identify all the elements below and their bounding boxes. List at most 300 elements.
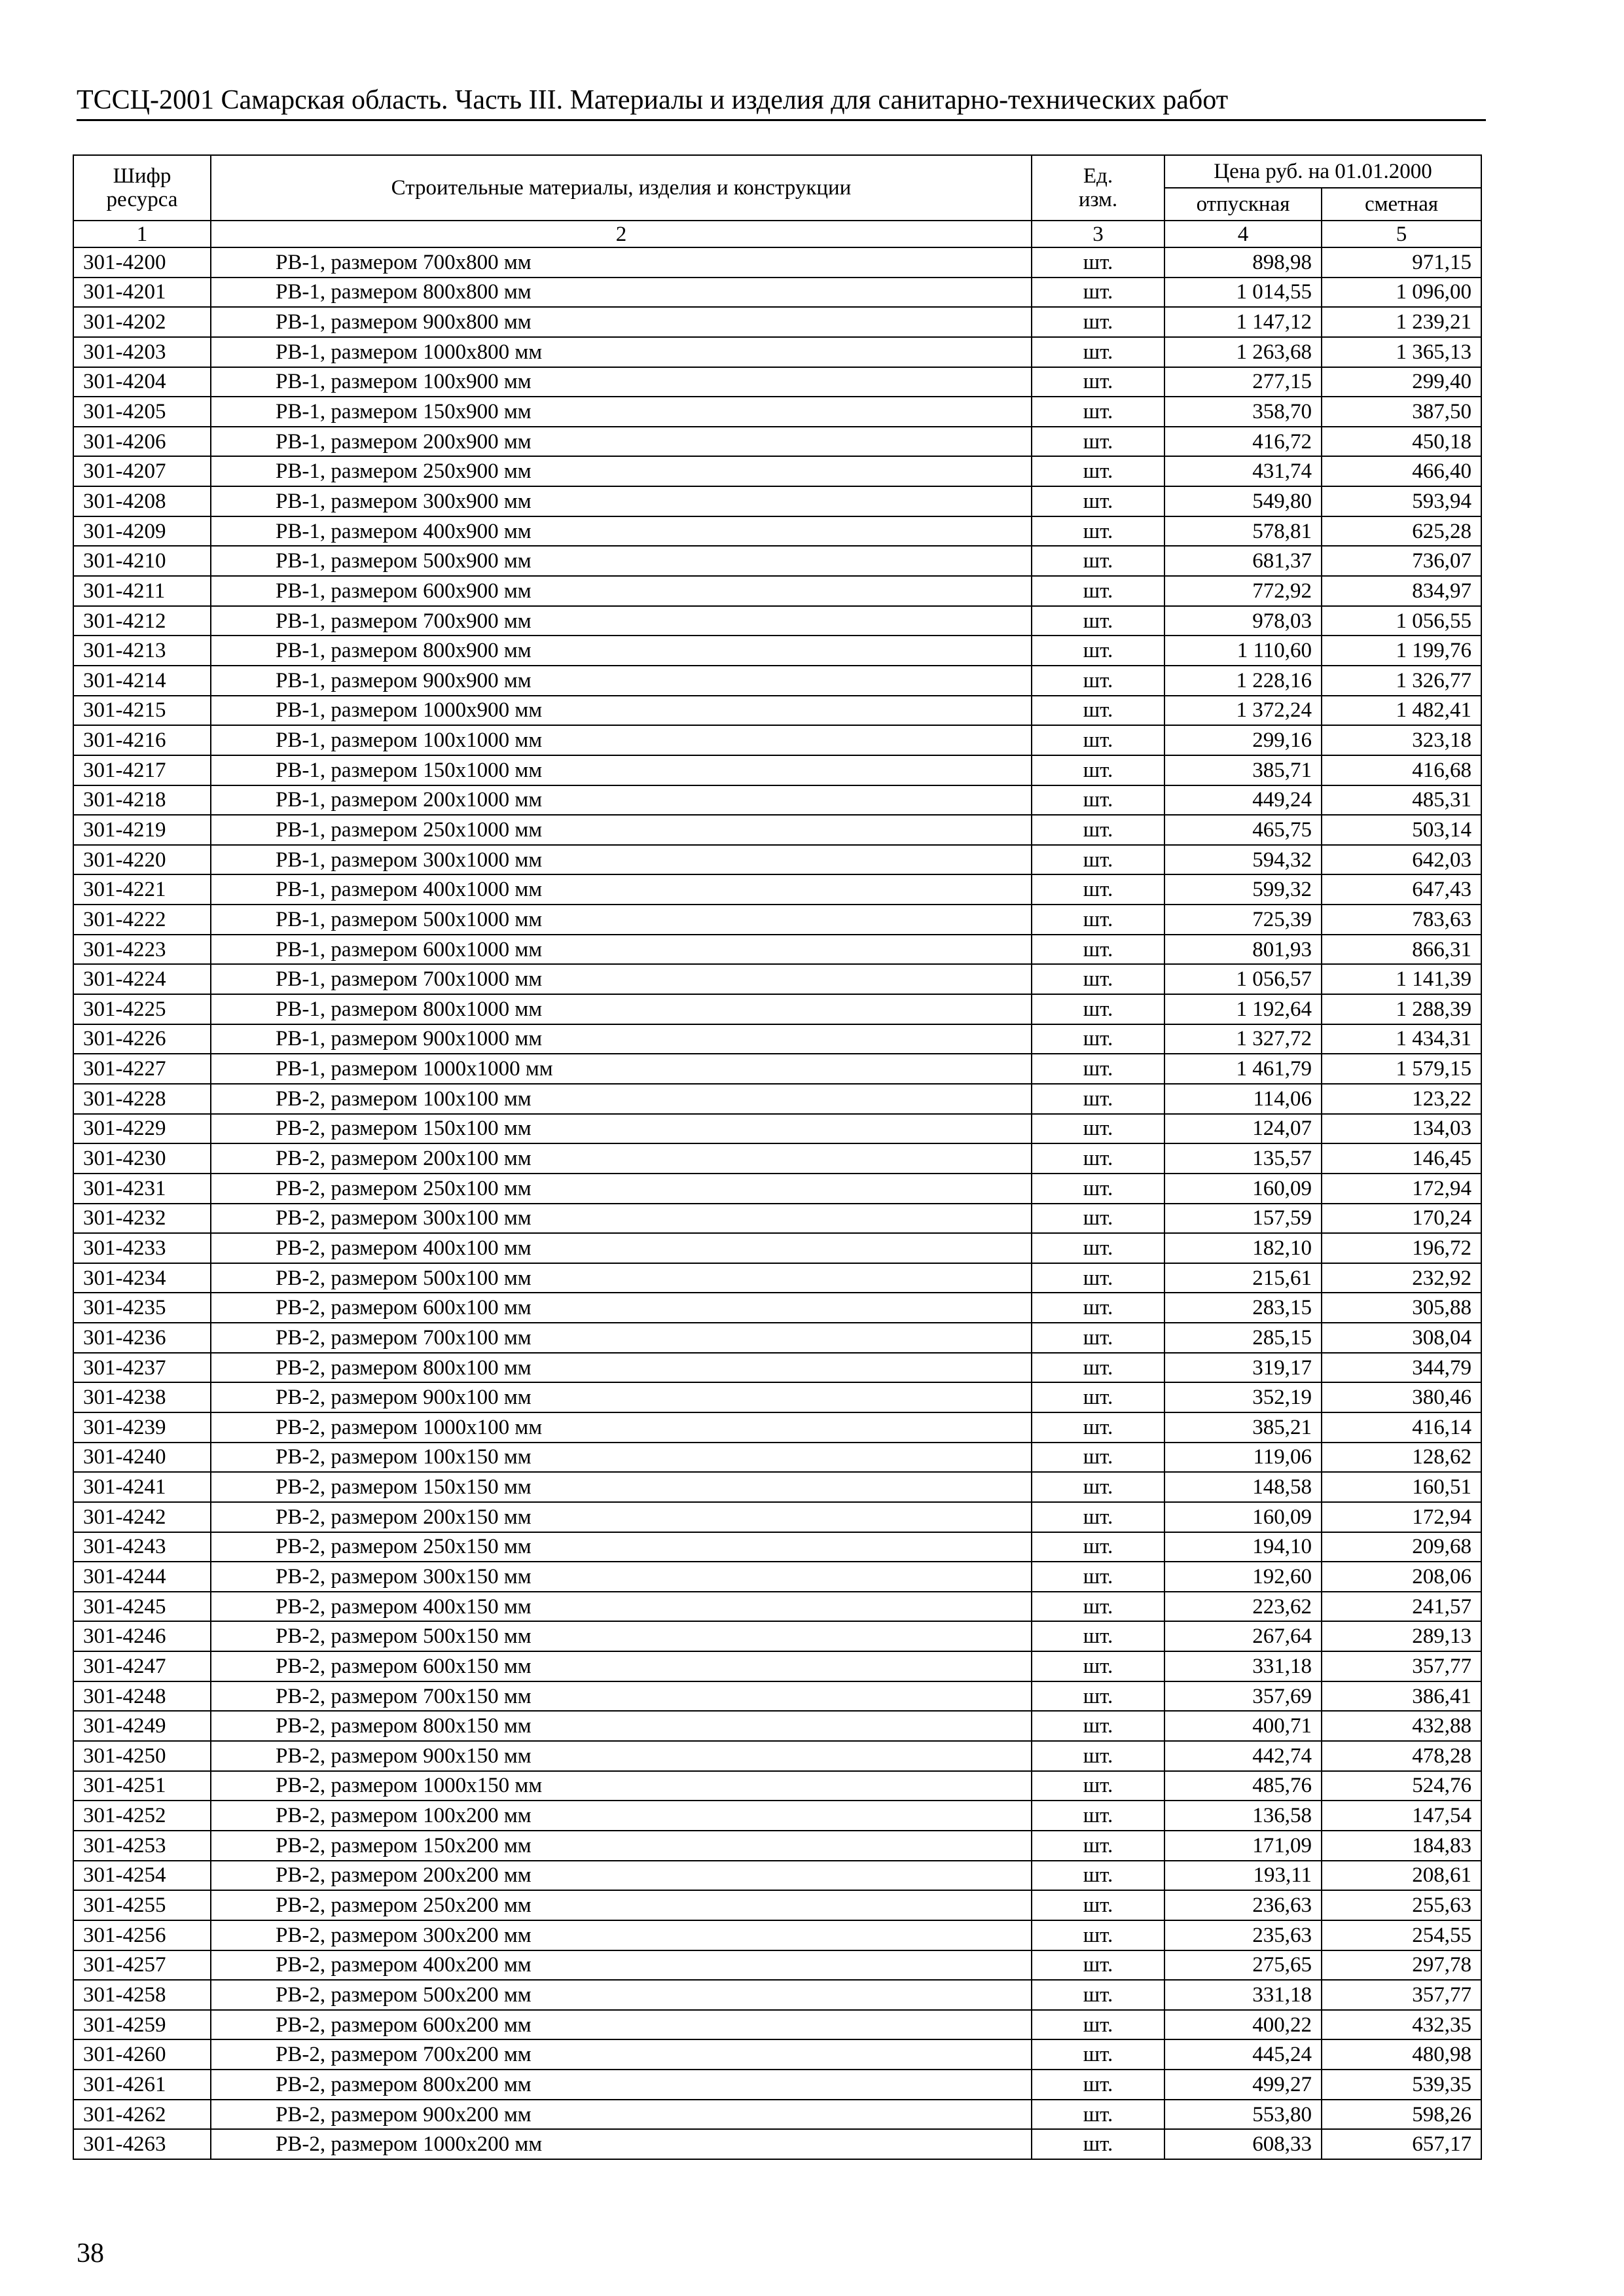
cell-name: РВ-2, размером 800х150 мм bbox=[211, 1711, 1032, 1741]
cell-release-price: 499,27 bbox=[1164, 2070, 1322, 2100]
cell-estimate-price: 625,28 bbox=[1322, 516, 1481, 547]
cell-release-price: 1 327,72 bbox=[1164, 1024, 1322, 1054]
cell-name: РВ-2, размером 400х150 мм bbox=[211, 1592, 1032, 1622]
cell-release-price: 608,33 bbox=[1164, 2129, 1322, 2159]
cell-code: 301-4249 bbox=[73, 1711, 211, 1741]
cell-estimate-price: 524,76 bbox=[1322, 1771, 1481, 1801]
cell-release-price: 124,07 bbox=[1164, 1114, 1322, 1144]
cell-name: РВ-1, размером 500х1000 мм bbox=[211, 905, 1032, 935]
cell-code: 301-4200 bbox=[73, 247, 211, 278]
cell-release-price: 119,06 bbox=[1164, 1443, 1322, 1473]
table-row bbox=[73, 636, 1481, 666]
cell-estimate-price: 323,18 bbox=[1322, 725, 1481, 755]
cell-release-price: 283,15 bbox=[1164, 1293, 1322, 1323]
cell-name: РВ-1, размером 1000х1000 мм bbox=[211, 1054, 1032, 1084]
table-row bbox=[73, 964, 1481, 994]
cell-unit: шт. bbox=[1032, 696, 1164, 726]
cell-unit: шт. bbox=[1032, 2100, 1164, 2130]
cell-name: РВ-1, размером 800х1000 мм bbox=[211, 994, 1032, 1024]
cell-code: 301-4253 bbox=[73, 1831, 211, 1861]
cell-estimate-price: 834,97 bbox=[1322, 576, 1481, 606]
table-row bbox=[73, 1233, 1481, 1263]
table-row bbox=[73, 486, 1481, 516]
cell-unit: шт. bbox=[1032, 1412, 1164, 1443]
cell-unit: шт. bbox=[1032, 845, 1164, 875]
cell-release-price: 358,70 bbox=[1164, 397, 1322, 427]
cell-release-price: 898,98 bbox=[1164, 247, 1322, 278]
cell-release-price: 772,92 bbox=[1164, 576, 1322, 606]
cell-estimate-price: 344,79 bbox=[1322, 1353, 1481, 1383]
cell-code: 301-4260 bbox=[73, 2039, 211, 2070]
cell-code: 301-4246 bbox=[73, 1621, 211, 1651]
cell-unit: шт. bbox=[1032, 755, 1164, 785]
table-row bbox=[73, 1831, 1481, 1861]
cell-name: РВ-2, размером 700х150 мм bbox=[211, 1681, 1032, 1712]
cell-code: 301-4239 bbox=[73, 1412, 211, 1443]
table-row bbox=[73, 1741, 1481, 1771]
cell-estimate-price: 480,98 bbox=[1322, 2039, 1481, 2070]
cell-unit: шт. bbox=[1032, 456, 1164, 486]
cell-estimate-price: 593,94 bbox=[1322, 486, 1481, 516]
cell-unit: шт. bbox=[1032, 1801, 1164, 1831]
cell-code: 301-4252 bbox=[73, 1801, 211, 1831]
cell-release-price: 1 056,57 bbox=[1164, 964, 1322, 994]
column-number: 5 bbox=[1322, 221, 1481, 247]
table-row bbox=[73, 1801, 1481, 1831]
table-row bbox=[73, 1472, 1481, 1502]
table-row bbox=[73, 456, 1481, 486]
cell-unit: шт. bbox=[1032, 1143, 1164, 1174]
cell-code: 301-4261 bbox=[73, 2070, 211, 2100]
table-row bbox=[73, 1114, 1481, 1144]
page-number: 38 bbox=[77, 2238, 104, 2269]
cell-estimate-price: 1 199,76 bbox=[1322, 636, 1481, 666]
cell-code: 301-4208 bbox=[73, 486, 211, 516]
cell-estimate-price: 170,24 bbox=[1322, 1204, 1481, 1234]
cell-code: 301-4250 bbox=[73, 1741, 211, 1771]
cell-estimate-price: 478,28 bbox=[1322, 1741, 1481, 1771]
table-row bbox=[73, 1890, 1481, 1920]
cell-name: РВ-2, размером 600х150 мм bbox=[211, 1651, 1032, 1681]
cell-unit: шт. bbox=[1032, 1890, 1164, 1920]
cell-code: 301-4248 bbox=[73, 1681, 211, 1712]
cell-unit: шт. bbox=[1032, 278, 1164, 308]
cell-estimate-price: 123,22 bbox=[1322, 1084, 1481, 1114]
cell-estimate-price: 1 434,31 bbox=[1322, 1024, 1481, 1054]
cell-estimate-price: 450,18 bbox=[1322, 427, 1481, 457]
table-row bbox=[73, 247, 1481, 278]
cell-name: РВ-2, размером 200х150 мм bbox=[211, 1502, 1032, 1532]
cell-name: РВ-1, размером 600х900 мм bbox=[211, 576, 1032, 606]
cell-release-price: 352,19 bbox=[1164, 1382, 1322, 1412]
cell-unit: шт. bbox=[1032, 1920, 1164, 1950]
cell-release-price: 400,71 bbox=[1164, 1711, 1322, 1741]
cell-release-price: 725,39 bbox=[1164, 905, 1322, 935]
cell-unit: шт. bbox=[1032, 1741, 1164, 1771]
cell-name: РВ-1, размером 800х800 мм bbox=[211, 278, 1032, 308]
cell-name: РВ-1, размером 1000х900 мм bbox=[211, 696, 1032, 726]
cell-release-price: 445,24 bbox=[1164, 2039, 1322, 2070]
cell-code: 301-4262 bbox=[73, 2100, 211, 2130]
cell-name: РВ-1, размером 1000х800 мм bbox=[211, 337, 1032, 367]
cell-estimate-price: 416,68 bbox=[1322, 755, 1481, 785]
cell-release-price: 331,18 bbox=[1164, 1980, 1322, 2010]
cell-unit: шт. bbox=[1032, 337, 1164, 367]
table-row bbox=[73, 1502, 1481, 1532]
cell-release-price: 578,81 bbox=[1164, 516, 1322, 547]
cell-estimate-price: 297,78 bbox=[1322, 1950, 1481, 1981]
cell-code: 301-4227 bbox=[73, 1054, 211, 1084]
cell-release-price: 442,74 bbox=[1164, 1741, 1322, 1771]
cell-unit: шт. bbox=[1032, 725, 1164, 755]
cell-release-price: 1 461,79 bbox=[1164, 1054, 1322, 1084]
cell-unit: шт. bbox=[1032, 1263, 1164, 1293]
table-row bbox=[73, 725, 1481, 755]
cell-name: РВ-2, размером 600х200 мм bbox=[211, 2010, 1032, 2040]
table-row bbox=[73, 367, 1481, 397]
cell-estimate-price: 128,62 bbox=[1322, 1443, 1481, 1473]
cell-unit: шт. bbox=[1032, 666, 1164, 696]
cell-code: 301-4211 bbox=[73, 576, 211, 606]
cell-name: РВ-2, размером 1000х100 мм bbox=[211, 1412, 1032, 1443]
cell-estimate-price: 172,94 bbox=[1322, 1502, 1481, 1532]
table-row bbox=[73, 2039, 1481, 2070]
cell-code: 301-4241 bbox=[73, 1472, 211, 1502]
table-row bbox=[73, 576, 1481, 606]
cell-estimate-price: 209,68 bbox=[1322, 1532, 1481, 1562]
cell-unit: шт. bbox=[1032, 905, 1164, 935]
cell-estimate-price: 971,15 bbox=[1322, 247, 1481, 278]
table-row bbox=[73, 874, 1481, 905]
table-row bbox=[73, 606, 1481, 636]
cell-code: 301-4237 bbox=[73, 1353, 211, 1383]
cell-estimate-price: 598,26 bbox=[1322, 2100, 1481, 2130]
cell-estimate-price: 1 326,77 bbox=[1322, 666, 1481, 696]
cell-estimate-price: 1 096,00 bbox=[1322, 278, 1481, 308]
cell-release-price: 267,64 bbox=[1164, 1621, 1322, 1651]
cell-release-price: 431,74 bbox=[1164, 456, 1322, 486]
cell-estimate-price: 1 579,15 bbox=[1322, 1054, 1481, 1084]
cell-code: 301-4251 bbox=[73, 1771, 211, 1801]
cell-unit: шт. bbox=[1032, 1382, 1164, 1412]
cell-name: РВ-1, размером 250х1000 мм bbox=[211, 815, 1032, 845]
cell-release-price: 449,24 bbox=[1164, 785, 1322, 816]
cell-unit: шт. bbox=[1032, 935, 1164, 965]
table-row bbox=[73, 278, 1481, 308]
cell-release-price: 1 263,68 bbox=[1164, 337, 1322, 367]
table-row bbox=[73, 1084, 1481, 1114]
cell-release-price: 1 192,64 bbox=[1164, 994, 1322, 1024]
header-unit bbox=[1032, 155, 1164, 221]
column-number: 1 bbox=[73, 221, 211, 247]
cell-code: 301-4229 bbox=[73, 1114, 211, 1144]
table-row bbox=[73, 1412, 1481, 1443]
cell-release-price: 236,63 bbox=[1164, 1890, 1322, 1920]
cell-release-price: 194,10 bbox=[1164, 1532, 1322, 1562]
header-code-label: Шифр ресурса bbox=[106, 164, 178, 211]
cell-name: РВ-2, размером 700х100 мм bbox=[211, 1323, 1032, 1353]
cell-unit: шт. bbox=[1032, 2039, 1164, 2070]
cell-name: РВ-1, размером 700х800 мм bbox=[211, 247, 1032, 278]
table-row bbox=[73, 1980, 1481, 2010]
cell-estimate-price: 1 288,39 bbox=[1322, 994, 1481, 1024]
cell-estimate-price: 357,77 bbox=[1322, 1651, 1481, 1681]
cell-release-price: 285,15 bbox=[1164, 1323, 1322, 1353]
cell-name: РВ-2, размером 600х100 мм bbox=[211, 1293, 1032, 1323]
cell-code: 301-4226 bbox=[73, 1024, 211, 1054]
cell-name: РВ-2, размером 250х200 мм bbox=[211, 1890, 1032, 1920]
cell-name: РВ-1, размером 300х1000 мм bbox=[211, 845, 1032, 875]
cell-unit: шт. bbox=[1032, 516, 1164, 547]
cell-unit: шт. bbox=[1032, 1323, 1164, 1353]
cell-name: РВ-1, размером 400х1000 мм bbox=[211, 874, 1032, 905]
cell-release-price: 331,18 bbox=[1164, 1651, 1322, 1681]
cell-estimate-price: 160,51 bbox=[1322, 1472, 1481, 1502]
cell-release-price: 157,59 bbox=[1164, 1204, 1322, 1234]
cell-unit: шт. bbox=[1032, 397, 1164, 427]
price-table bbox=[73, 154, 1482, 2160]
table-row bbox=[73, 815, 1481, 845]
cell-name: РВ-2, размером 300х200 мм bbox=[211, 1920, 1032, 1950]
cell-unit: шт. bbox=[1032, 1592, 1164, 1622]
cell-code: 301-4219 bbox=[73, 815, 211, 845]
cell-unit: шт. bbox=[1032, 1204, 1164, 1234]
cell-unit: шт. bbox=[1032, 1980, 1164, 2010]
cell-code: 301-4236 bbox=[73, 1323, 211, 1353]
cell-release-price: 594,32 bbox=[1164, 845, 1322, 875]
cell-code: 301-4214 bbox=[73, 666, 211, 696]
cell-unit: шт. bbox=[1032, 964, 1164, 994]
cell-unit: шт. bbox=[1032, 2070, 1164, 2100]
cell-release-price: 485,76 bbox=[1164, 1771, 1322, 1801]
cell-release-price: 599,32 bbox=[1164, 874, 1322, 905]
cell-unit: шт. bbox=[1032, 427, 1164, 457]
table-row bbox=[73, 1263, 1481, 1293]
cell-code: 301-4243 bbox=[73, 1532, 211, 1562]
table-header bbox=[73, 155, 1481, 247]
cell-code: 301-4202 bbox=[73, 307, 211, 337]
table-row bbox=[73, 1532, 1481, 1562]
cell-estimate-price: 357,77 bbox=[1322, 1980, 1481, 2010]
table-row bbox=[73, 1382, 1481, 1412]
cell-unit: шт. bbox=[1032, 815, 1164, 845]
cell-code: 301-4201 bbox=[73, 278, 211, 308]
cell-release-price: 136,58 bbox=[1164, 1801, 1322, 1831]
cell-unit: шт. bbox=[1032, 1024, 1164, 1054]
cell-code: 301-4204 bbox=[73, 367, 211, 397]
cell-estimate-price: 1 239,21 bbox=[1322, 307, 1481, 337]
cell-name: РВ-2, размером 400х200 мм bbox=[211, 1950, 1032, 1981]
column-number-row bbox=[73, 221, 1481, 247]
cell-name: РВ-1, размером 200х1000 мм bbox=[211, 785, 1032, 816]
cell-name: РВ-1, размером 100х1000 мм bbox=[211, 725, 1032, 755]
cell-release-price: 801,93 bbox=[1164, 935, 1322, 965]
cell-code: 301-4206 bbox=[73, 427, 211, 457]
cell-code: 301-4212 bbox=[73, 606, 211, 636]
table-row bbox=[73, 666, 1481, 696]
table-row bbox=[73, 1054, 1481, 1084]
cell-unit: шт. bbox=[1032, 1084, 1164, 1114]
cell-release-price: 148,58 bbox=[1164, 1472, 1322, 1502]
cell-name: РВ-1, размером 800х900 мм bbox=[211, 636, 1032, 666]
table-row bbox=[73, 755, 1481, 785]
cell-name: РВ-1, размером 150х1000 мм bbox=[211, 755, 1032, 785]
cell-release-price: 1 228,16 bbox=[1164, 666, 1322, 696]
cell-estimate-price: 503,14 bbox=[1322, 815, 1481, 845]
cell-unit: шт. bbox=[1032, 636, 1164, 666]
cell-unit: шт. bbox=[1032, 2010, 1164, 2040]
cell-estimate-price: 305,88 bbox=[1322, 1293, 1481, 1323]
cell-name: РВ-2, размером 150х150 мм bbox=[211, 1472, 1032, 1502]
cell-release-price: 1 014,55 bbox=[1164, 278, 1322, 308]
table-row bbox=[73, 1861, 1481, 1891]
cell-name: РВ-1, размером 900х800 мм bbox=[211, 307, 1032, 337]
cell-estimate-price: 736,07 bbox=[1322, 546, 1481, 576]
cell-name: РВ-1, размером 100х900 мм bbox=[211, 367, 1032, 397]
cell-estimate-price: 387,50 bbox=[1322, 397, 1481, 427]
cell-name: РВ-1, размером 900х900 мм bbox=[211, 666, 1032, 696]
cell-unit: шт. bbox=[1032, 1950, 1164, 1981]
cell-release-price: 135,57 bbox=[1164, 1143, 1322, 1174]
cell-code: 301-4222 bbox=[73, 905, 211, 935]
table-row bbox=[73, 696, 1481, 726]
cell-unit: шт. bbox=[1032, 606, 1164, 636]
cell-estimate-price: 386,41 bbox=[1322, 1681, 1481, 1712]
cell-unit: шт. bbox=[1032, 1174, 1164, 1204]
cell-code: 301-4224 bbox=[73, 964, 211, 994]
cell-code: 301-4258 bbox=[73, 1980, 211, 2010]
cell-estimate-price: 172,94 bbox=[1322, 1174, 1481, 1204]
cell-name: РВ-2, размером 900х200 мм bbox=[211, 2100, 1032, 2130]
cell-release-price: 357,69 bbox=[1164, 1681, 1322, 1712]
table-row bbox=[73, 1174, 1481, 1204]
table-row bbox=[73, 1562, 1481, 1592]
cell-code: 301-4256 bbox=[73, 1920, 211, 1950]
cell-estimate-price: 196,72 bbox=[1322, 1233, 1481, 1263]
cell-release-price: 400,22 bbox=[1164, 2010, 1322, 2040]
cell-estimate-price: 539,35 bbox=[1322, 2070, 1481, 2100]
cell-unit: шт. bbox=[1032, 576, 1164, 606]
cell-code: 301-4255 bbox=[73, 1890, 211, 1920]
header-code bbox=[73, 155, 211, 221]
cell-name: РВ-2, размером 300х150 мм bbox=[211, 1562, 1032, 1592]
cell-estimate-price: 308,04 bbox=[1322, 1323, 1481, 1353]
header-rule bbox=[77, 119, 1486, 121]
cell-name: РВ-2, размером 1000х200 мм bbox=[211, 2129, 1032, 2159]
cell-estimate-price: 432,35 bbox=[1322, 2010, 1481, 2040]
cell-unit: шт. bbox=[1032, 1681, 1164, 1712]
cell-unit: шт. bbox=[1032, 1532, 1164, 1562]
cell-estimate-price: 416,14 bbox=[1322, 1412, 1481, 1443]
cell-code: 301-4257 bbox=[73, 1950, 211, 1981]
cell-name: РВ-2, размером 150х200 мм bbox=[211, 1831, 1032, 1861]
cell-release-price: 299,16 bbox=[1164, 725, 1322, 755]
cell-code: 301-4238 bbox=[73, 1382, 211, 1412]
cell-estimate-price: 485,31 bbox=[1322, 785, 1481, 816]
cell-unit: шт. bbox=[1032, 307, 1164, 337]
cell-code: 301-4210 bbox=[73, 546, 211, 576]
cell-unit: шт. bbox=[1032, 247, 1164, 278]
cell-code: 301-4216 bbox=[73, 725, 211, 755]
cell-unit: шт. bbox=[1032, 546, 1164, 576]
cell-name: РВ-1, размером 250х900 мм bbox=[211, 456, 1032, 486]
cell-code: 301-4244 bbox=[73, 1562, 211, 1592]
cell-code: 301-4247 bbox=[73, 1651, 211, 1681]
cell-estimate-price: 380,46 bbox=[1322, 1382, 1481, 1412]
cell-release-price: 1 372,24 bbox=[1164, 696, 1322, 726]
header-unit-label: Ед. изм. bbox=[1078, 164, 1118, 211]
cell-code: 301-4259 bbox=[73, 2010, 211, 2040]
cell-release-price: 160,09 bbox=[1164, 1502, 1322, 1532]
table-row bbox=[73, 427, 1481, 457]
table-row bbox=[73, 1621, 1481, 1651]
cell-release-price: 275,65 bbox=[1164, 1950, 1322, 1981]
cell-unit: шт. bbox=[1032, 367, 1164, 397]
table-row bbox=[73, 1651, 1481, 1681]
table-row bbox=[73, 1143, 1481, 1174]
cell-estimate-price: 783,63 bbox=[1322, 905, 1481, 935]
cell-estimate-price: 642,03 bbox=[1322, 845, 1481, 875]
cell-release-price: 192,60 bbox=[1164, 1562, 1322, 1592]
cell-unit: шт. bbox=[1032, 1114, 1164, 1144]
cell-estimate-price: 255,63 bbox=[1322, 1890, 1481, 1920]
cell-name: РВ-1, размером 700х1000 мм bbox=[211, 964, 1032, 994]
cell-release-price: 223,62 bbox=[1164, 1592, 1322, 1622]
table-row bbox=[73, 337, 1481, 367]
cell-unit: шт. bbox=[1032, 1472, 1164, 1502]
cell-name: РВ-2, размером 100х100 мм bbox=[211, 1084, 1032, 1114]
cell-name: РВ-2, размером 700х200 мм bbox=[211, 2039, 1032, 2070]
cell-release-price: 235,63 bbox=[1164, 1920, 1322, 1950]
table-row bbox=[73, 785, 1481, 816]
cell-estimate-price: 466,40 bbox=[1322, 456, 1481, 486]
table-row bbox=[73, 1771, 1481, 1801]
cell-name: РВ-2, размером 200х200 мм bbox=[211, 1861, 1032, 1891]
cell-name: РВ-2, размером 500х150 мм bbox=[211, 1621, 1032, 1651]
cell-code: 301-4215 bbox=[73, 696, 211, 726]
table-row bbox=[73, 1920, 1481, 1950]
cell-name: РВ-2, размером 100х150 мм bbox=[211, 1443, 1032, 1473]
cell-unit: шт. bbox=[1032, 1293, 1164, 1323]
table-row bbox=[73, 516, 1481, 547]
cell-release-price: 681,37 bbox=[1164, 546, 1322, 576]
cell-unit: шт. bbox=[1032, 1054, 1164, 1084]
cell-code: 301-4230 bbox=[73, 1143, 211, 1174]
cell-estimate-price: 184,83 bbox=[1322, 1831, 1481, 1861]
page-header-title: ТССЦ-2001 Самарская область. Часть III. Материалы и изделия для санитарно-технических работ bbox=[77, 85, 1229, 115]
cell-name: РВ-2, размером 900х150 мм bbox=[211, 1741, 1032, 1771]
cell-unit: шт. bbox=[1032, 1562, 1164, 1592]
cell-code: 301-4203 bbox=[73, 337, 211, 367]
cell-unit: шт. bbox=[1032, 1771, 1164, 1801]
cell-release-price: 160,09 bbox=[1164, 1174, 1322, 1204]
table-row bbox=[73, 845, 1481, 875]
table-row bbox=[73, 1024, 1481, 1054]
cell-estimate-price: 1 482,41 bbox=[1322, 696, 1481, 726]
table-row bbox=[73, 397, 1481, 427]
cell-unit: шт. bbox=[1032, 874, 1164, 905]
cell-name: РВ-2, размером 1000х150 мм bbox=[211, 1771, 1032, 1801]
cell-estimate-price: 241,57 bbox=[1322, 1592, 1481, 1622]
cell-name: РВ-1, размером 700х900 мм bbox=[211, 606, 1032, 636]
cell-release-price: 465,75 bbox=[1164, 815, 1322, 845]
cell-code: 301-4240 bbox=[73, 1443, 211, 1473]
cell-name: РВ-2, размером 150х100 мм bbox=[211, 1114, 1032, 1144]
cell-release-price: 1 110,60 bbox=[1164, 636, 1322, 666]
cell-estimate-price: 647,43 bbox=[1322, 874, 1481, 905]
cell-estimate-price: 134,03 bbox=[1322, 1114, 1481, 1144]
cell-release-price: 319,17 bbox=[1164, 1353, 1322, 1383]
